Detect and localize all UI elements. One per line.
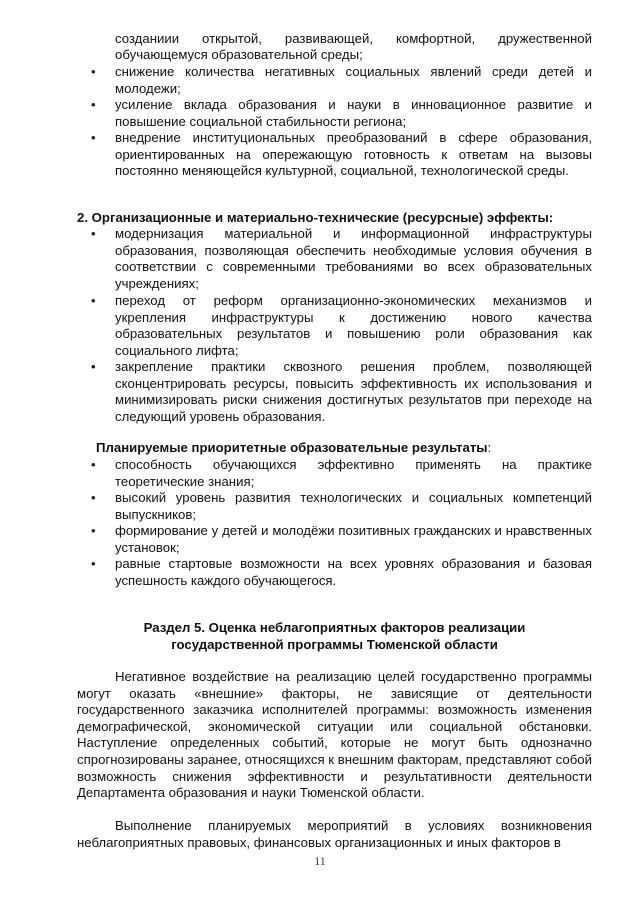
list-item: • способность обучающихся эффективно применять на практике теоретические знания;: [91, 457, 592, 489]
list-item: • усиление вклада образования и науки в инновационное развитие и повышение социальной стабильности региона;: [91, 97, 592, 129]
bullet-icon: •: [91, 457, 96, 472]
intro-line-1: созданиии открытой, развивающей, комфортной, дружественной: [115, 31, 592, 46]
bullet-icon: •: [91, 130, 96, 145]
list-item: • переход от реформ организационно-экономических механизмов и укрепления инфраструктуры к достижению нового качества образовательных результатов и повышению роли образования как социального лифта;: [91, 293, 592, 358]
subsection-heading: Планируемые приоритетные образовательные результаты:: [96, 440, 492, 455]
section-title-line-1: Раздел 5. Оценка неблагоприятных факторов реализации: [143, 620, 526, 635]
section-title-line-2: государственной программы Тюменской области: [171, 637, 498, 652]
bullet-icon: •: [91, 64, 96, 79]
bullet-icon: •: [91, 523, 96, 538]
list-item: • формирование у детей и молодёжи позитивных гражданских и нравственных установок;: [91, 523, 592, 555]
bullet-icon: •: [91, 293, 96, 308]
list-item: • высокий уровень развития технологических и социальных компетенций выпускников;: [91, 490, 592, 522]
page-number: 11: [314, 854, 326, 868]
intro-line-2: обучающемуся образовательной среды;: [115, 47, 363, 62]
bullet-icon: •: [91, 359, 96, 374]
section-heading: 2. Организационные и материально-технические (ресурсные) эффекты:: [77, 210, 554, 225]
bullet-icon: •: [91, 556, 96, 571]
paragraph-measures: Выполнение планируемых мероприятий в условиях возникновения неблагоприятных правовых, финансовых организационных и иных факторов в: [77, 818, 592, 850]
paragraph-negative-factors: Негативное воздействие на реализацию целей государственно программы могут оказать «внешние» факторы, не зависящие от деятельности государственного заказчика исполнителей программы: возможность изменения демографической, экономической ситуации или социальной обстановки. Наступление определенных событий, которые не могут быть однозначно спрогнозированы заранее, относящихся к внешним факторам, представляют собой возможность снижения эффективности и результативности деятельности Департамента образования и науки Тюменской области.: [77, 669, 592, 801]
bullet-icon: •: [91, 97, 96, 112]
list-item: • равные стартовые возможности на всех уровнях образования и базовая успешность каждого обучающегося.: [91, 556, 592, 588]
bullet-icon: •: [91, 226, 96, 241]
bullet-icon: •: [91, 490, 96, 505]
list-item: • модернизация материальной и информационной инфраструктуры образования, позволяющая обеспечить необходимые условия обучения в соответствии с современными требованиями во всех образовательных учреждениях;: [91, 226, 592, 291]
list-item: • закрепление практики сквозного решения проблем, позволяющей сконцентрировать ресурсы, повысить эффективность их использования и минимизировать риски снижения достигнутых результатов при переходе на следующий уровень образования.: [91, 359, 592, 424]
list-item: • снижение количества негативных социальных явлений среди детей и молодежи;: [91, 64, 592, 96]
list-item: • внедрение институциональных преобразований в сфере образования, ориентированных на опережающую готовность к ответам на вызовы постоянно меняющейся культурной, социальной, технологической среды.: [91, 130, 592, 179]
